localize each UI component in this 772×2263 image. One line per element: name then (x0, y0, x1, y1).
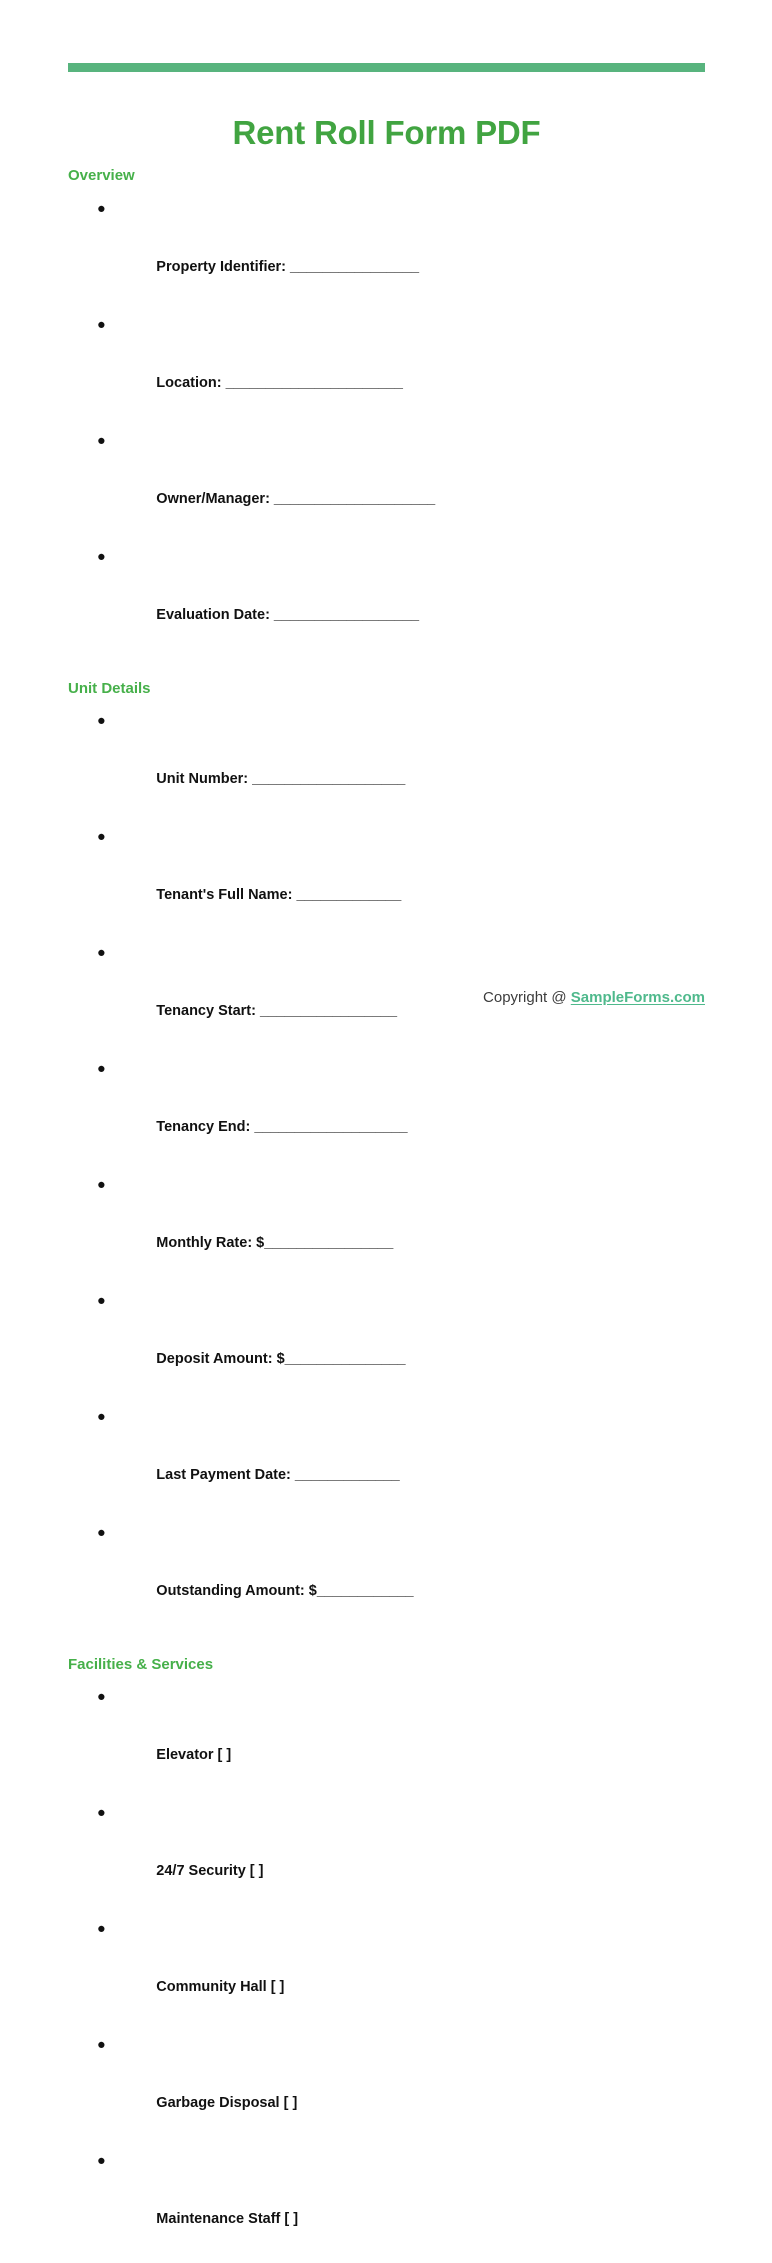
bullet-icon: ● (97, 945, 106, 961)
list-item-label: Deposit Amount: $_______________ (156, 1351, 406, 1367)
list-item-label: Tenant's Full Name: _____________ (156, 887, 402, 903)
copyright-text: Copyright @ (483, 989, 571, 1006)
unit-details-item-list (68, 707, 705, 1635)
bullet-icon: ● (97, 1177, 106, 1193)
list-item-label: Location: ______________________ (156, 375, 403, 391)
list-item-label: Community Hall [ ] (156, 1979, 285, 1995)
sampleforms-link[interactable]: SampleForms.com (570, 989, 705, 1006)
bullet-icon: ● (97, 1409, 106, 1425)
list-item (68, 823, 705, 939)
bullet-icon: ● (97, 713, 106, 729)
list-item (68, 311, 705, 427)
list-item (68, 2031, 705, 2147)
bullet-icon: ● (97, 201, 106, 217)
bullet-icon: ● (97, 1293, 106, 1309)
list-item (68, 1915, 705, 2031)
list-item-label: Monthly Rate: $________________ (156, 1235, 394, 1251)
section-heading-overview: Overview (68, 167, 135, 184)
bullet-icon: ● (97, 433, 106, 449)
list-item (68, 1683, 705, 1799)
list-item (68, 543, 705, 659)
section-overview (68, 166, 705, 659)
list-item (68, 1171, 705, 1287)
bullet-icon: ● (97, 1689, 106, 1705)
list-item-label: Tenancy End: ___________________ (156, 1119, 408, 1135)
bullet-icon: ● (97, 1921, 106, 1937)
list-item (68, 1403, 705, 1519)
bullet-icon: ● (97, 1525, 106, 1541)
page-title: Rent Roll Form PDF (232, 114, 541, 152)
list-item (68, 1519, 705, 1635)
section-facilities-services (68, 1655, 705, 2263)
bullet-icon: ● (97, 829, 106, 845)
list-item-label: Property Identifier: ________________ (156, 259, 420, 275)
list-item-label: 24/7 Security [ ] (156, 1863, 264, 1879)
bullet-icon: ● (97, 2153, 106, 2169)
overview-item-list (68, 195, 705, 659)
list-item-label: Garbage Disposal [ ] (156, 2095, 298, 2111)
list-item-label: Owner/Manager: ____________________ (156, 491, 436, 507)
list-item-label: Elevator [ ] (156, 1747, 232, 1763)
bullet-icon: ● (97, 1061, 106, 1077)
list-item (68, 2147, 705, 2263)
list-item (68, 427, 705, 543)
list-item-label: Last Payment Date: _____________ (156, 1467, 400, 1483)
bullet-icon: ● (97, 317, 106, 333)
bullet-icon: ● (97, 1805, 106, 1821)
list-item (68, 195, 705, 311)
footer-copyright (68, 988, 705, 1008)
form-body (68, 166, 705, 2263)
list-item (68, 707, 705, 823)
section-heading-unit-details: Unit Details (68, 680, 151, 697)
list-item-label: Tenancy Start: _________________ (156, 1003, 398, 1019)
bullet-icon: ● (97, 2037, 106, 2053)
list-item-label: Outstanding Amount: $____________ (156, 1583, 414, 1599)
header-accent-bar (68, 63, 705, 72)
list-item-label: Evaluation Date: __________________ (156, 607, 420, 623)
bullet-icon: ● (97, 549, 106, 565)
facilities-item-list (68, 1683, 705, 2263)
section-heading-facilities-services: Facilities & Services (68, 1656, 214, 1673)
list-item-label: Maintenance Staff [ ] (156, 2211, 299, 2227)
list-item (68, 1055, 705, 1171)
list-item (68, 1287, 705, 1403)
list-item (68, 1799, 705, 1915)
list-item-label: Unit Number: ___________________ (156, 771, 406, 787)
section-unit-details (68, 679, 705, 1635)
